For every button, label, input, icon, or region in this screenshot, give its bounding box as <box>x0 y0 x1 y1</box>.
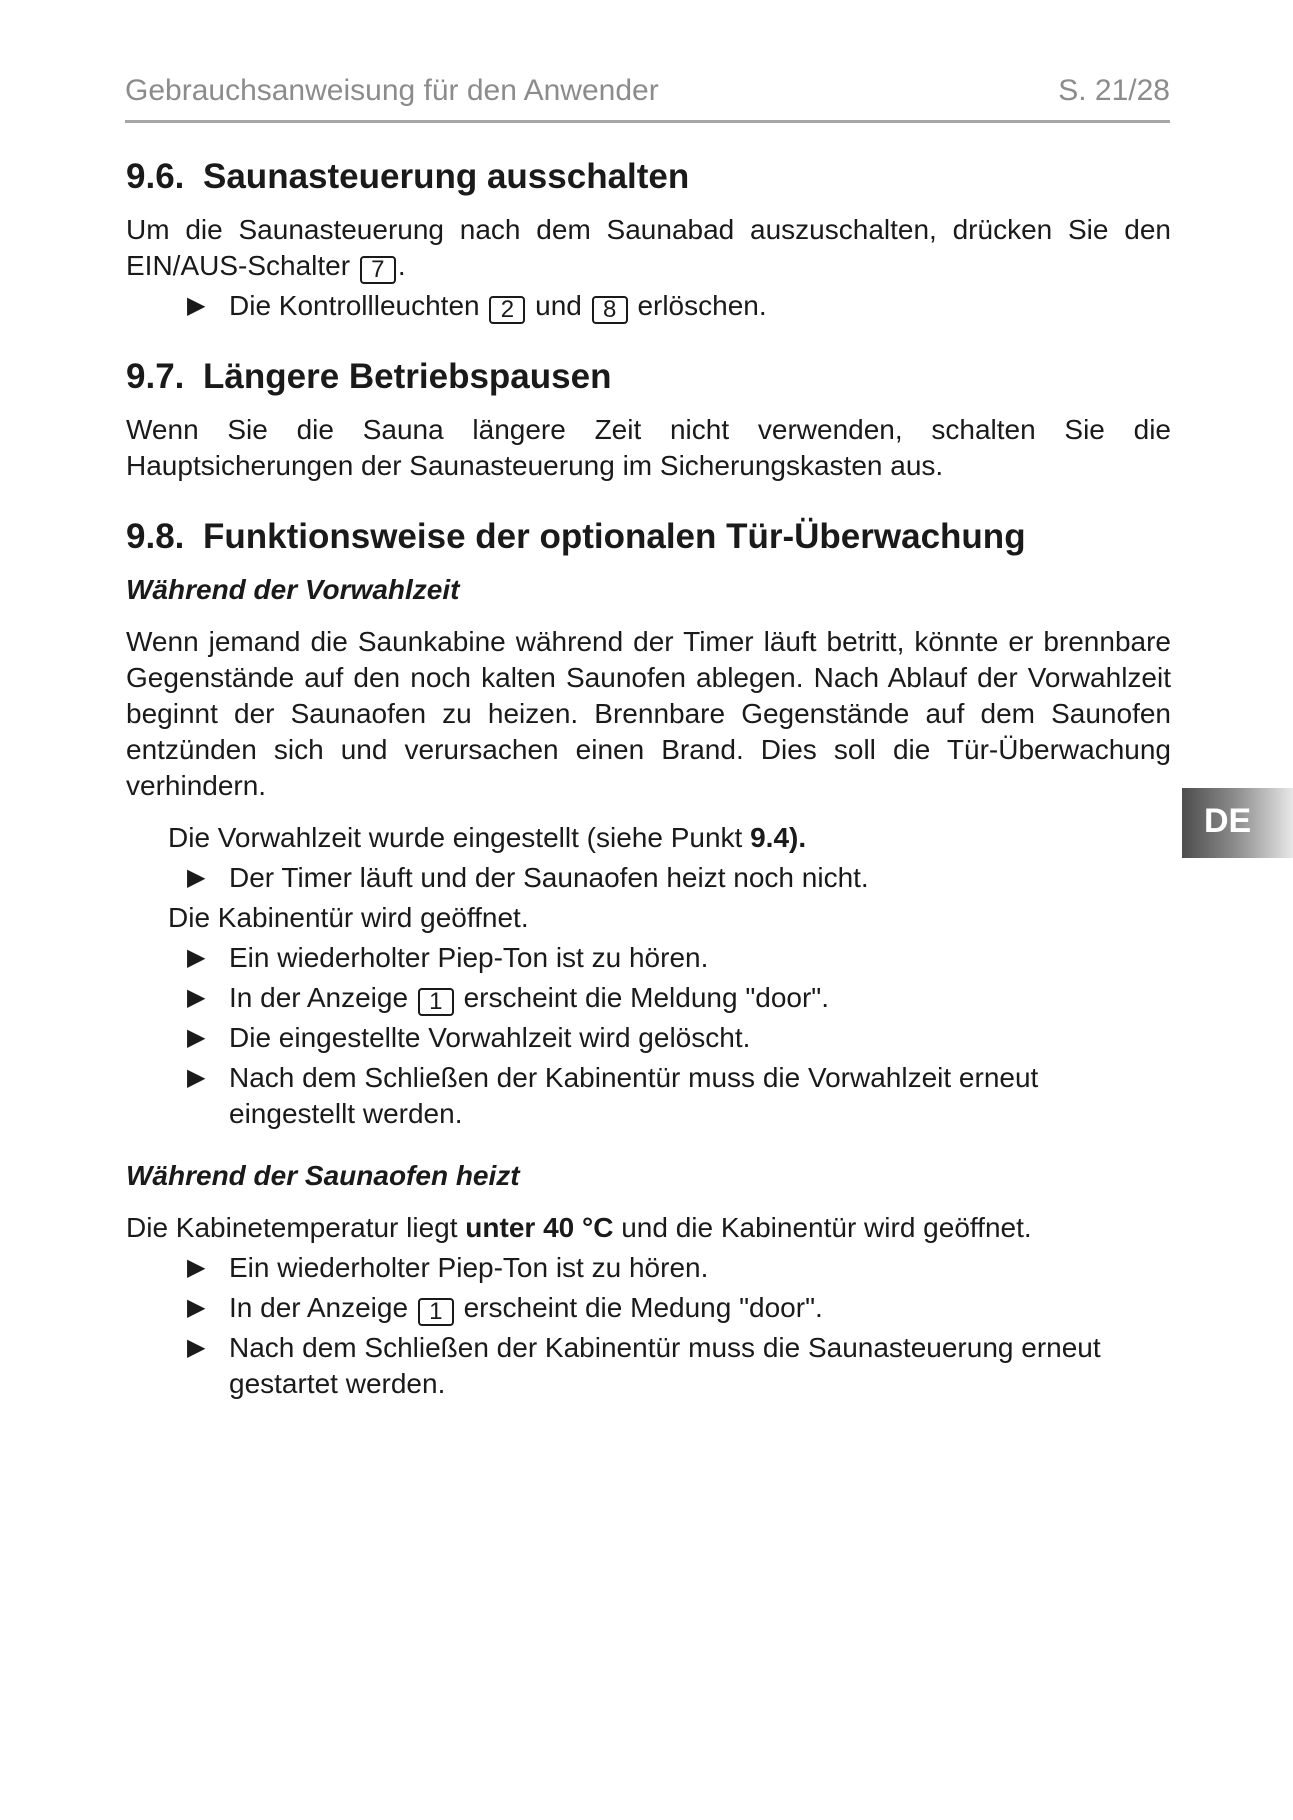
section-heading-9-6 <box>126 150 1171 204</box>
bullet-arrow-icon: ▶ <box>187 1254 206 1281</box>
header-title: Gebrauchsanweisung für den Anwender <box>125 74 659 107</box>
paragraph: Wenn jemand die Saunkabine während der Timer läuft betritt, könnte er brennbare Gegenstände auf den noch kalten Saunofen ablegen. Nach Ablauf der Vorwahlzeit beginnt der Saunaofen zu heizen. Brennbare Gegenstände auf dem Saunofen entzünden sich und verursachen einen Brand. Dies soll die Tür-Überwachung verhindern. <box>126 626 1171 801</box>
section-title: Längere Betriebspausen <box>203 357 612 396</box>
list-item-text: Ein wiederholter Piep-Ton ist zu hören. <box>229 942 709 973</box>
subheading-saunaofen-heizt: Während der Saunaofen heizt <box>126 1160 520 1191</box>
paragraph <box>126 1210 1171 1246</box>
list-item <box>126 288 1171 324</box>
step <box>126 820 1171 856</box>
list-item <box>126 940 1171 976</box>
section-title: Saunasteuerung ausschalten <box>203 157 690 196</box>
key-reference: 2 <box>489 296 525 324</box>
list-item <box>126 860 1171 896</box>
bullet-arrow-icon: ▶ <box>187 864 206 891</box>
key-reference: 1 <box>418 988 454 1016</box>
bullet-arrow-icon: ▶ <box>187 292 206 319</box>
bullet-arrow-icon: ▶ <box>187 1064 206 1091</box>
list-item-text: erlöschen. <box>637 290 767 321</box>
section-heading-9-7 <box>126 350 1171 404</box>
step-text: Die Vorwahlzeit wurde eingestellt (siehe Punkt <box>168 822 743 853</box>
key-reference: 8 <box>592 296 628 324</box>
page-header <box>125 70 1170 123</box>
list-item-text: Nach dem Schließen der Kabinentür muss die Vorwahlzeit erneut eingestellt werden. <box>229 1062 1039 1129</box>
bullet-arrow-icon: ▶ <box>187 944 206 971</box>
bullet-arrow-icon: ▶ <box>187 1334 206 1361</box>
main-content <box>126 150 1171 1402</box>
list-item-text: erscheint die Medung "door". <box>463 1292 823 1323</box>
list-item-text: Nach dem Schließen der Kabinentür muss die Saunasteuerung erneut gestartet werden. <box>229 1332 1101 1399</box>
bullet-arrow-icon: ▶ <box>187 1024 206 1051</box>
paragraph-text: und die Kabinentür wird geöffnet. <box>621 1212 1032 1243</box>
section-title: Funktionsweise der optionalen Tür-Überwachung <box>203 517 1026 556</box>
key-reference: 7 <box>360 256 396 284</box>
section-reference: 9.4). <box>750 822 807 853</box>
paragraph-text: Die Kabinetemperatur liegt <box>126 1212 458 1243</box>
list-item-text: Ein wiederholter Piep-Ton ist zu hören. <box>229 1252 709 1283</box>
list-item <box>126 1060 1171 1132</box>
list-item-text: In der Anzeige <box>229 982 409 1013</box>
bullet-arrow-icon: ▶ <box>187 1294 206 1321</box>
list-item <box>126 1020 1171 1056</box>
section-heading-9-8 <box>126 510 1171 564</box>
language-tab-label: DE <box>1204 802 1252 840</box>
list-item <box>126 1290 1171 1326</box>
key-reference: 1 <box>418 1298 454 1326</box>
list-item-text: erscheint die Meldung "door". <box>463 982 830 1013</box>
step: Die Kabinentür wird geöffnet. <box>168 902 529 933</box>
temperature-threshold: unter 40 °C <box>465 1212 614 1243</box>
paragraph <box>126 212 1171 284</box>
list-item-text: Der Timer läuft und der Saunaofen heizt noch nicht. <box>229 862 869 893</box>
list-item-text: In der Anzeige <box>229 1292 409 1323</box>
list-item-text: und <box>535 290 582 321</box>
language-tab <box>1182 788 1293 858</box>
bullet-arrow-icon: ▶ <box>187 984 206 1011</box>
list-item <box>126 980 1171 1016</box>
subheading-vorwahlzeit: Während der Vorwahlzeit <box>126 574 460 605</box>
list-item-text: Die eingestellte Vorwahlzeit wird gelöscht. <box>229 1022 751 1053</box>
section-number: 9.7. <box>126 357 185 396</box>
paragraph-text: . <box>397 250 406 281</box>
paragraph-text: Um die Saunasteuerung nach dem Saunabad auszuschalten, drücken Sie den EIN/AUS-Schalter <box>126 214 1171 281</box>
header-page-number: S. 21/28 <box>1058 74 1170 107</box>
section-number: 9.6. <box>126 157 185 196</box>
list-item <box>126 1330 1171 1402</box>
list-item <box>126 1250 1171 1286</box>
section-number: 9.8. <box>126 517 185 556</box>
paragraph: Wenn Sie die Sauna längere Zeit nicht verwenden, schalten Sie die Hauptsicherungen der Saunasteuerung im Sicherungskasten aus. <box>126 414 1171 481</box>
list-item-text: Die Kontrollleuchten <box>229 290 480 321</box>
